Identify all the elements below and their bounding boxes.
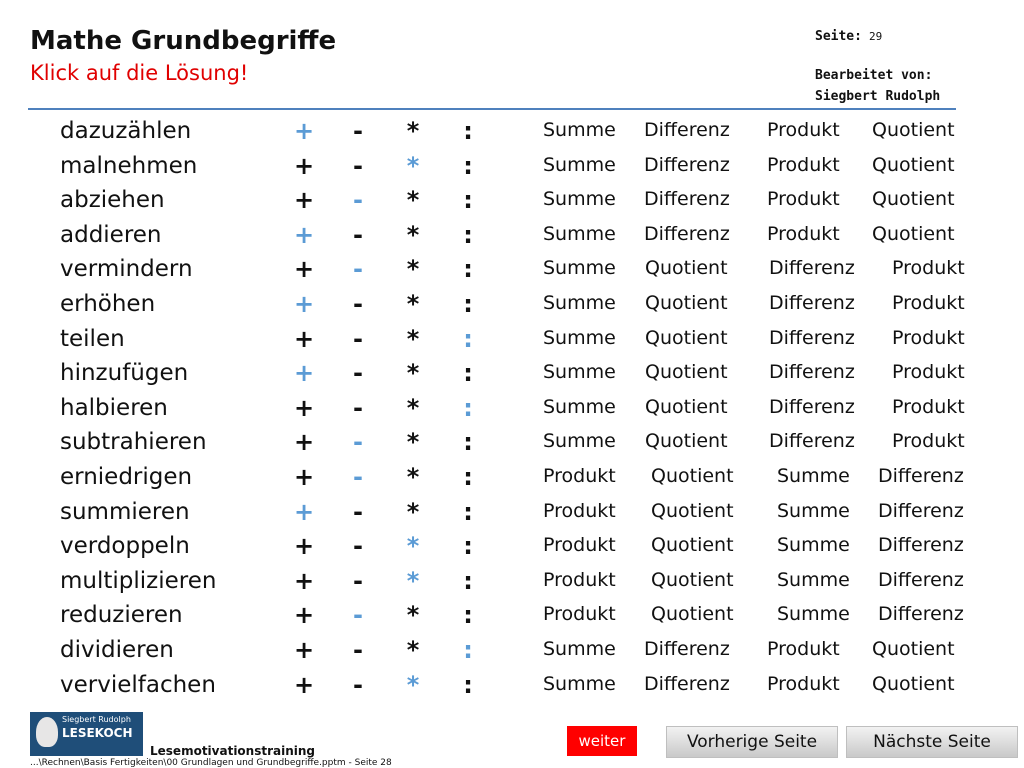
header-divider bbox=[28, 108, 956, 110]
operator-plus-button[interactable]: + bbox=[293, 670, 315, 699]
quiz-row bbox=[0, 116, 1024, 150]
quiz-row bbox=[0, 289, 1024, 323]
logo-line1: Siegbert Rudolph bbox=[62, 715, 131, 724]
answer-option-summe[interactable]: Summe bbox=[543, 638, 616, 660]
term-word: malnehmen bbox=[60, 152, 198, 179]
answer-option-produkt[interactable]: Produkt bbox=[767, 188, 840, 211]
operator-minus-button[interactable]: - bbox=[353, 566, 363, 595]
answer-option-summe[interactable]: Summe bbox=[543, 153, 616, 176]
operator-divide-button[interactable]: : bbox=[463, 151, 473, 180]
operator-plus-button[interactable]: + bbox=[293, 220, 315, 249]
answer-option-produkt[interactable]: Produkt bbox=[892, 395, 965, 418]
operator-divide-button[interactable]: : bbox=[463, 290, 473, 318]
term-word: teilen bbox=[60, 325, 125, 352]
term-word: dividieren bbox=[60, 637, 174, 663]
operator-plus-button[interactable]: + bbox=[293, 428, 315, 457]
term-word: erhöhen bbox=[60, 291, 156, 317]
answer-option-quotient[interactable]: Quotient bbox=[645, 395, 728, 418]
operator-divide-button[interactable]: : bbox=[463, 255, 473, 284]
answer-option-summe[interactable]: Summe bbox=[543, 672, 616, 695]
operator-plus-button[interactable]: + bbox=[293, 186, 315, 215]
training-label: Lesemotivationstraining bbox=[150, 744, 316, 758]
answer-option-differenz[interactable]: Differenz bbox=[644, 672, 730, 695]
answer-option-quotient[interactable]: Quotient bbox=[645, 430, 728, 453]
operator-minus-button[interactable]: - bbox=[353, 290, 363, 318]
answer-option-quotient[interactable]: Quotient bbox=[645, 361, 728, 384]
operator-minus-button[interactable]: - bbox=[353, 670, 363, 699]
answer-option-produkt[interactable]: Produkt bbox=[543, 568, 616, 591]
operator-minus-button[interactable]: - bbox=[353, 532, 363, 561]
operator-times-button[interactable]: * bbox=[406, 359, 420, 388]
answer-option-differenz[interactable]: Differenz bbox=[769, 292, 855, 314]
operator-plus-button[interactable]: + bbox=[293, 532, 315, 561]
answer-option-produkt[interactable]: Produkt bbox=[892, 326, 965, 349]
answer-option-quotient[interactable]: Quotient bbox=[651, 499, 734, 522]
operator-minus-button[interactable]: - bbox=[353, 636, 363, 664]
answer-option-produkt[interactable]: Produkt bbox=[892, 361, 965, 384]
operator-times-button[interactable]: * bbox=[406, 636, 420, 664]
answer-option-produkt[interactable]: Produkt bbox=[767, 222, 840, 245]
answer-option-quotient[interactable]: Quotient bbox=[651, 534, 734, 557]
operator-divide-button[interactable]: : bbox=[463, 566, 473, 595]
page-number: 29 bbox=[869, 30, 883, 43]
operator-plus-button[interactable]: + bbox=[293, 463, 315, 491]
file-path: ...\Rechnen\Basis Fertigkeiten\00 Grundlagen und Grundbegriffe.pptm - Seite 28 bbox=[30, 758, 392, 768]
quiz-row bbox=[0, 497, 1024, 531]
term-word: abziehen bbox=[60, 187, 165, 214]
operator-times-button[interactable]: * bbox=[406, 220, 420, 249]
answer-option-produkt[interactable]: Produkt bbox=[543, 534, 616, 557]
operator-times-button[interactable]: * bbox=[406, 532, 420, 561]
operator-divide-button[interactable]: : bbox=[463, 532, 473, 561]
edited-by-label: Bearbeitet von: bbox=[815, 68, 933, 83]
answer-option-summe[interactable]: Summe bbox=[777, 465, 850, 487]
answer-option-differenz[interactable]: Differenz bbox=[644, 153, 730, 176]
answer-option-differenz[interactable]: Differenz bbox=[878, 465, 964, 487]
term-word: vermindern bbox=[60, 256, 193, 283]
answer-option-produkt[interactable]: Produkt bbox=[543, 603, 616, 626]
answer-option-quotient[interactable]: Quotient bbox=[872, 153, 955, 176]
term-word: verdoppeln bbox=[60, 533, 190, 560]
next-page-button[interactable]: Nächste Seite bbox=[846, 726, 1018, 758]
operator-minus-button[interactable]: - bbox=[353, 186, 363, 215]
quiz-row bbox=[0, 254, 1024, 288]
previous-page-button[interactable]: Vorherige Seite bbox=[666, 726, 838, 758]
operator-plus-button[interactable]: + bbox=[293, 601, 315, 630]
operator-minus-button[interactable]: - bbox=[353, 463, 363, 491]
term-word: erniedrigen bbox=[60, 464, 193, 490]
operator-plus-button[interactable]: + bbox=[293, 324, 315, 353]
quiz-row bbox=[0, 358, 1024, 392]
leseKoch-logo bbox=[30, 712, 143, 756]
answer-option-summe[interactable]: Summe bbox=[777, 603, 850, 626]
answer-option-differenz[interactable]: Differenz bbox=[769, 361, 855, 384]
term-word: halbieren bbox=[60, 394, 168, 421]
answer-option-summe[interactable]: Summe bbox=[543, 119, 616, 141]
answer-option-summe[interactable]: Summe bbox=[543, 257, 616, 280]
operator-divide-button[interactable]: : bbox=[463, 670, 473, 699]
operator-minus-button[interactable]: - bbox=[353, 497, 363, 526]
quiz-row bbox=[0, 185, 1024, 219]
operator-divide-button[interactable]: : bbox=[463, 359, 473, 388]
operator-minus-button[interactable]: - bbox=[353, 601, 363, 630]
answer-option-summe[interactable]: Summe bbox=[543, 188, 616, 211]
answer-option-summe[interactable]: Summe bbox=[543, 326, 616, 349]
operator-times-button[interactable]: * bbox=[406, 601, 420, 630]
operator-minus-button[interactable]: - bbox=[353, 220, 363, 249]
operator-minus-button[interactable]: - bbox=[353, 151, 363, 180]
answer-option-quotient[interactable]: Quotient bbox=[872, 188, 955, 211]
answer-option-summe[interactable]: Summe bbox=[543, 222, 616, 245]
quiz-row bbox=[0, 220, 1024, 254]
answer-option-produkt[interactable]: Produkt bbox=[892, 292, 965, 314]
answer-option-summe[interactable]: Summe bbox=[777, 534, 850, 557]
operator-times-button[interactable]: * bbox=[406, 186, 420, 215]
answer-option-summe[interactable]: Summe bbox=[777, 499, 850, 522]
answer-option-differenz[interactable]: Differenz bbox=[878, 534, 964, 557]
answer-option-quotient[interactable]: Quotient bbox=[651, 465, 734, 487]
operator-times-button[interactable]: * bbox=[406, 117, 420, 145]
answer-option-summe[interactable]: Summe bbox=[543, 361, 616, 384]
term-word: summieren bbox=[60, 498, 190, 525]
operator-times-button[interactable]: * bbox=[406, 566, 420, 595]
term-word: reduzieren bbox=[60, 602, 183, 629]
operator-minus-button[interactable]: - bbox=[353, 117, 363, 145]
operator-divide-button[interactable]: : bbox=[463, 463, 473, 491]
page-label: Seite: bbox=[815, 29, 862, 44]
quiz-row bbox=[0, 600, 1024, 634]
answer-option-quotient[interactable]: Quotient bbox=[651, 603, 734, 626]
operator-plus-button[interactable]: + bbox=[293, 117, 315, 145]
term-word: multiplizieren bbox=[60, 567, 217, 594]
quiz-row bbox=[0, 635, 1024, 669]
quiz-row bbox=[0, 151, 1024, 185]
operator-times-button[interactable]: * bbox=[406, 497, 420, 526]
operator-times-button[interactable]: * bbox=[406, 463, 420, 491]
author-name: Siegbert Rudolph bbox=[815, 89, 941, 104]
answer-option-produkt[interactable]: Produkt bbox=[767, 672, 840, 695]
answer-option-produkt[interactable]: Produkt bbox=[767, 119, 840, 141]
operator-divide-button[interactable]: : bbox=[463, 393, 473, 422]
operator-divide-button[interactable]: : bbox=[463, 186, 473, 215]
operator-divide-button[interactable]: : bbox=[463, 428, 473, 457]
quiz-row bbox=[0, 531, 1024, 565]
quiz-row bbox=[0, 324, 1024, 358]
lightbulb-icon bbox=[36, 717, 58, 747]
operator-times-button[interactable]: * bbox=[406, 670, 420, 699]
logo-line2: LESEKOCH bbox=[62, 726, 133, 740]
term-word: subtrahieren bbox=[60, 429, 207, 456]
answer-option-quotient[interactable]: Quotient bbox=[872, 672, 955, 695]
answer-option-differenz[interactable]: Differenz bbox=[878, 568, 964, 591]
answer-option-differenz[interactable]: Differenz bbox=[769, 430, 855, 453]
answer-option-produkt[interactable]: Produkt bbox=[892, 430, 965, 453]
operator-plus-button[interactable]: + bbox=[293, 255, 315, 284]
answer-option-summe[interactable]: Summe bbox=[777, 568, 850, 591]
operator-divide-button[interactable]: : bbox=[463, 601, 473, 630]
operator-plus-button[interactable]: + bbox=[293, 151, 315, 180]
answer-option-quotient[interactable]: Quotient bbox=[645, 257, 728, 280]
term-word: addieren bbox=[60, 221, 162, 248]
answer-option-summe[interactable]: Summe bbox=[543, 395, 616, 418]
answer-option-quotient[interactable]: Quotient bbox=[872, 638, 955, 660]
operator-times-button[interactable]: * bbox=[406, 324, 420, 353]
operator-plus-button[interactable]: + bbox=[293, 497, 315, 526]
operator-times-button[interactable]: * bbox=[406, 151, 420, 180]
operator-divide-button[interactable]: : bbox=[463, 117, 473, 145]
answer-option-differenz[interactable]: Differenz bbox=[644, 188, 730, 211]
quiz-row bbox=[0, 393, 1024, 427]
term-word: hinzufügen bbox=[60, 360, 189, 387]
answer-option-differenz[interactable]: Differenz bbox=[769, 326, 855, 349]
operator-plus-button[interactable]: + bbox=[293, 566, 315, 595]
answer-option-summe[interactable]: Summe bbox=[543, 430, 616, 453]
answer-option-differenz[interactable]: Differenz bbox=[644, 119, 730, 141]
operator-divide-button[interactable]: : bbox=[463, 497, 473, 526]
operator-times-button[interactable]: * bbox=[406, 393, 420, 422]
weiter-button[interactable]: weiter bbox=[567, 726, 637, 756]
operator-plus-button[interactable]: + bbox=[293, 290, 315, 318]
operator-divide-button[interactable]: : bbox=[463, 220, 473, 249]
answer-option-quotient[interactable]: Quotient bbox=[872, 119, 955, 141]
page-title: Mathe Grundbegriffe bbox=[30, 26, 337, 56]
quiz-row bbox=[0, 462, 1024, 496]
operator-times-button[interactable]: * bbox=[406, 290, 420, 318]
operator-times-button[interactable]: * bbox=[406, 428, 420, 457]
operator-minus-button[interactable]: - bbox=[353, 255, 363, 284]
answer-option-summe[interactable]: Summe bbox=[543, 292, 616, 314]
answer-option-quotient[interactable]: Quotient bbox=[645, 292, 728, 314]
operator-minus-button[interactable]: - bbox=[353, 359, 363, 388]
answer-option-quotient[interactable]: Quotient bbox=[651, 568, 734, 591]
operator-minus-button[interactable]: - bbox=[353, 428, 363, 457]
answer-option-produkt[interactable]: Produkt bbox=[767, 153, 840, 176]
operator-divide-button[interactable]: : bbox=[463, 324, 473, 353]
answer-option-differenz[interactable]: Differenz bbox=[644, 222, 730, 245]
instruction-subtitle: Klick auf die Lösung! bbox=[30, 61, 249, 85]
answer-option-produkt[interactable]: Produkt bbox=[543, 499, 616, 522]
answer-option-quotient[interactable]: Quotient bbox=[872, 222, 955, 245]
operator-divide-button[interactable]: : bbox=[463, 636, 473, 664]
operator-plus-button[interactable]: + bbox=[293, 359, 315, 388]
answer-option-differenz[interactable]: Differenz bbox=[878, 499, 964, 522]
quiz-row bbox=[0, 427, 1024, 461]
quiz-row bbox=[0, 670, 1024, 704]
answer-option-differenz[interactable]: Differenz bbox=[769, 395, 855, 418]
operator-minus-button[interactable]: - bbox=[353, 324, 363, 353]
term-word: dazuzählen bbox=[60, 118, 192, 144]
operator-plus-button[interactable]: + bbox=[293, 393, 315, 422]
operator-minus-button[interactable]: - bbox=[353, 393, 363, 422]
answer-option-produkt[interactable]: Produkt bbox=[767, 638, 840, 660]
answer-option-produkt[interactable]: Produkt bbox=[892, 257, 965, 280]
operator-plus-button[interactable]: + bbox=[293, 636, 315, 664]
answer-option-quotient[interactable]: Quotient bbox=[645, 326, 728, 349]
operator-times-button[interactable]: * bbox=[406, 255, 420, 284]
answer-option-produkt[interactable]: Produkt bbox=[543, 465, 616, 487]
term-word: vervielfachen bbox=[60, 671, 216, 698]
answer-option-differenz[interactable]: Differenz bbox=[644, 638, 730, 660]
answer-option-differenz[interactable]: Differenz bbox=[769, 257, 855, 280]
answer-option-differenz[interactable]: Differenz bbox=[878, 603, 964, 626]
quiz-row bbox=[0, 566, 1024, 600]
